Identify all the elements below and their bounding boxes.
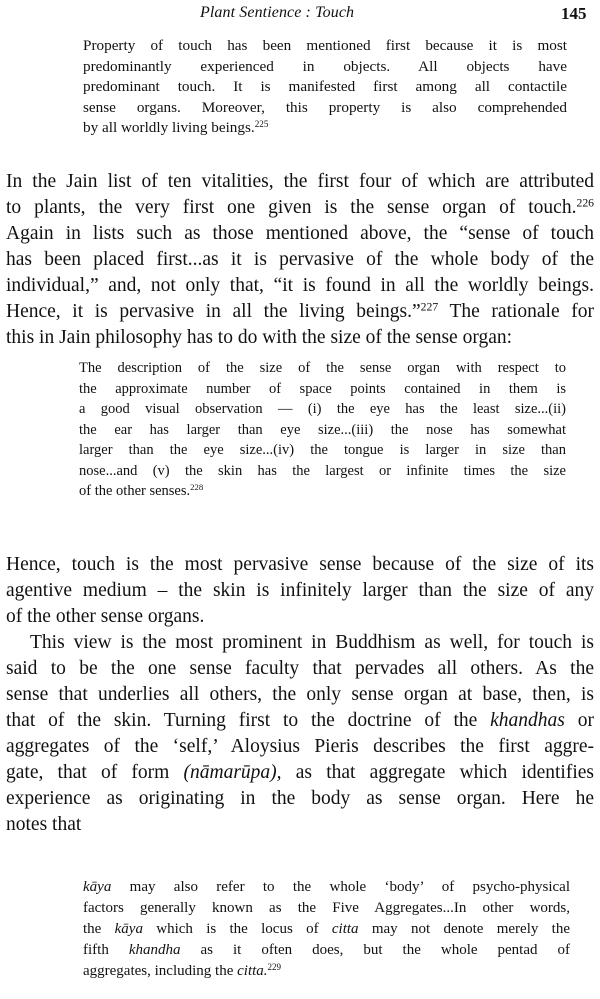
quote-text: which is the locus of [142, 921, 332, 937]
pali-term-namarupa: (nāmarūpa), [183, 762, 282, 783]
footnote-ref: 226 [576, 196, 594, 210]
paragraph-line: has been placed first...as it is pervasive of the whole body of the [6, 249, 594, 270]
quote-text: by all worldly living beings. [83, 119, 255, 136]
quote-line: Property of touch has been mentioned first because it is most [83, 37, 567, 54]
running-title: Plant Sentience : Touch [200, 4, 355, 21]
quote-line: factors generally known as the Five Aggregates...In other words, [83, 900, 570, 916]
pali-term-citta: citta [331, 921, 359, 937]
quote-line: larger than the eye size...(iv) the tongue is larger in size than [79, 442, 566, 458]
footnote-ref: 228 [190, 482, 204, 493]
paragraph-line: experience as originating in the body as sense organ. Here he [6, 788, 594, 809]
paragraph-line: aggregates of the ‘self,’ Aloysius Pieris describes the first aggre- [6, 736, 594, 757]
paragraph-line: this in Jain philosophy has to do with the size of the sense organ: [6, 327, 513, 348]
quote-line: The description of the size of the sense organ with respect to [79, 360, 566, 376]
quote-line [83, 919, 570, 940]
block-quote-3 [83, 877, 570, 982]
paragraph-line: sense that underlies all others, the only sense organ at base, then, is [6, 684, 594, 705]
paragraph-text: Hence, it is pervasive in all the living beings.” [6, 301, 421, 322]
quote-line [83, 118, 567, 139]
paragraph-text: as that aggregate which identifies [281, 762, 595, 783]
quote-text: the [83, 921, 115, 937]
page-header [0, 4, 600, 26]
quote-line: the ear has larger than eye size...(iii) the nose has somewhat [79, 421, 566, 438]
quote-line: predominant touch. It is manifested first among all contactile [83, 78, 567, 95]
pali-term-citta: citta. [237, 963, 268, 979]
quote-line [83, 940, 570, 961]
paragraph-text: The rationale for [438, 301, 594, 322]
paragraph-text: or [564, 710, 594, 731]
paragraph-line: said to be the one sense faculty that pervades all others. As the [6, 658, 594, 679]
paragraph-line: This view is the most prominent in Buddhism as well, for touch is [30, 632, 594, 653]
footnote-ref: 225 [254, 118, 269, 129]
quote-line [83, 961, 570, 982]
quote-text: aggregates, including the [83, 963, 238, 979]
block-quote-1 [83, 36, 567, 139]
paragraph-line [6, 195, 594, 221]
quote-line: nose...and (v) the skin has the largest or infinite times the size [79, 462, 566, 479]
quote-line: the approximate number of space points contained in them is [79, 380, 566, 397]
quote-line [83, 877, 570, 898]
body-paragraph-1 [6, 169, 594, 351]
pali-term-kaya: kāya [83, 879, 112, 895]
paragraph-text: gate, that of form [6, 762, 184, 783]
quote-text: fifth [83, 942, 129, 958]
paragraph-line [6, 299, 594, 325]
quote-text: may not denote merely the [358, 921, 570, 937]
paragraph-line [6, 708, 594, 734]
footnote-ref: 229 [267, 962, 282, 973]
quote-line: a good visual observation — (i) the eye has the least size...(ii) [79, 401, 566, 417]
paragraph-line: Again in lists such as those mentioned above, the “sense of touch [6, 223, 594, 244]
paragraph-text: that of the skin. Turning first to the doctrine of the [6, 710, 491, 731]
footnote-ref: 227 [420, 300, 439, 314]
quote-text: as it often does, but the whole pentad of [180, 942, 570, 958]
quote-line: sense organs. Moreover, this property is also comprehended [83, 98, 567, 116]
quote-line [79, 481, 566, 502]
paragraph-line: In the Jain list of ten vitalities, the first four of which are attributed [6, 171, 594, 192]
paragraph-line: of the other sense organs. [6, 606, 205, 627]
paragraph-line: notes that [6, 814, 82, 835]
block-quote-2 [79, 358, 566, 502]
body-paragraph-2 [6, 552, 594, 838]
paragraph-text: to plants, the very first one given is the sense organ of touch. [6, 197, 577, 218]
pali-term-khandha: khandha [128, 942, 181, 958]
paragraph-line: individual,” and, not only that, “it is found in all the worldly beings. [6, 275, 594, 296]
paragraph-line [6, 760, 594, 786]
paragraph-line: agentive medium – the skin is infinitely larger than the size of any [6, 580, 594, 601]
page-number: 145 [561, 4, 587, 23]
quote-text: may also refer to the whole ‘body’ of psycho-physical [111, 879, 570, 895]
paragraph-line: Hence, touch is the most pervasive sense because of the size of its [6, 554, 594, 575]
pali-term-khandhas: khandhas [490, 710, 565, 731]
quote-line: predominantly experienced in objects. All objects have [83, 57, 567, 75]
pali-term-kaya: kāya [114, 921, 143, 937]
quote-text: of the other senses. [79, 483, 191, 499]
